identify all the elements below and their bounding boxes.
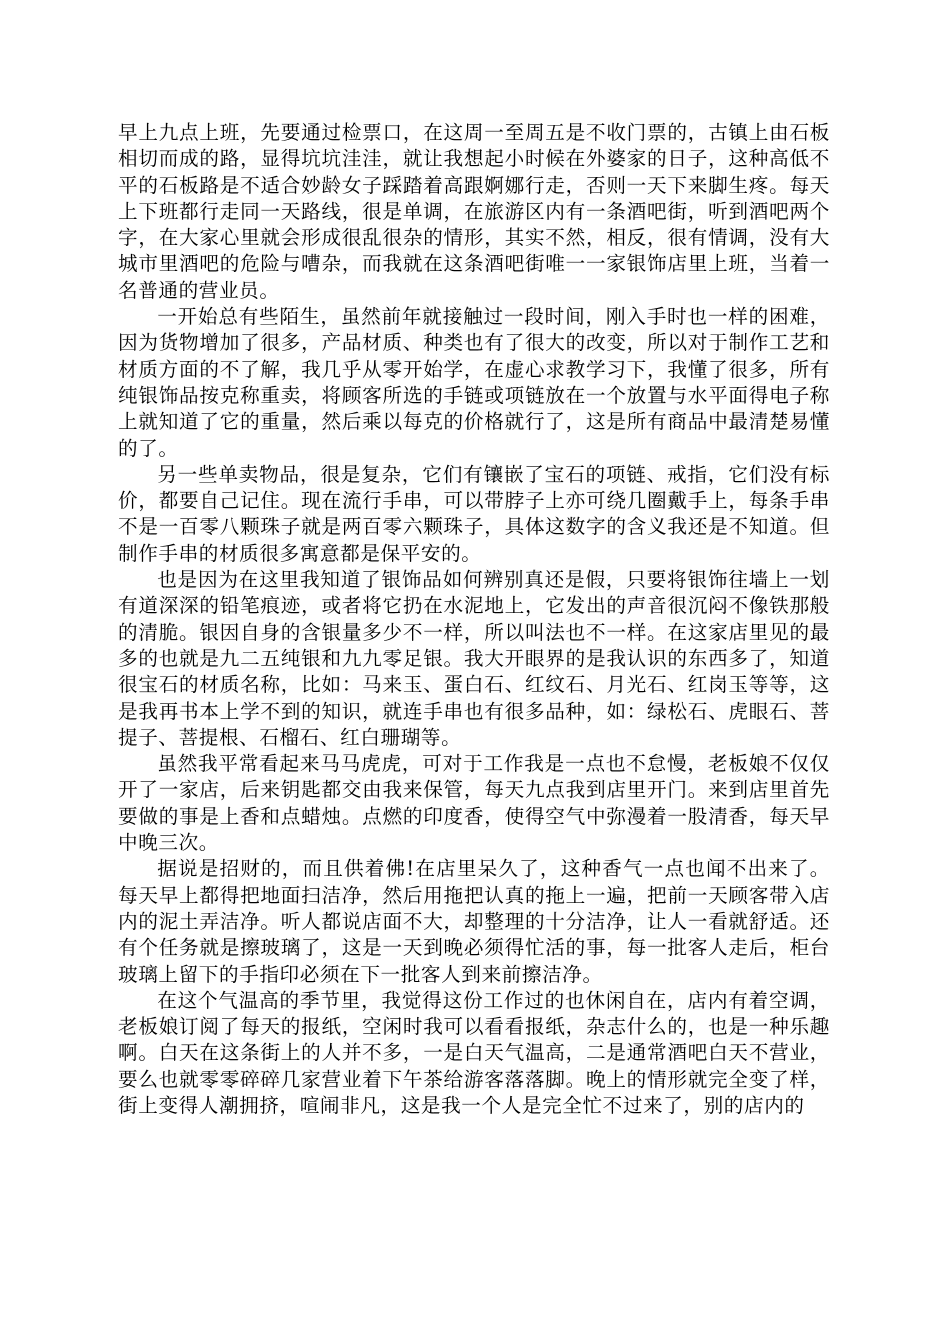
paragraph-5: 虽然我平常看起来马马虎虎，可对于工作我是一点也不怠慢，老板娘不仅仅开了一家店，后来钥匙都交由我来保管，每天九点我到店里开门。来到店里首先要做的事是上香和点蜡烛。点燃的印度香，使得空气中弥漫着一股清香，每天早中晚三次。: [118, 752, 830, 855]
paragraph-3: 另一些单卖物品，很是复杂，它们有镶嵌了宝石的项链、戒指，它们没有标价，都要自己记住。现在流行手串，可以带脖子上亦可绕几圈戴手上，每条手串不是一百零八颗珠子就是两百零六颗珠子，具体这数字的含义我还是不知道。但制作手串的材质很多寓意都是保平安的。: [118, 462, 830, 565]
paragraph-4: 也是因为在这里我知道了银饰品如何辨别真还是假，只要将银饰往墙上一划有道深深的铅笔痕迹，或者将它扔在水泥地上，它发出的声音很沉闷不像铁那般的清脆。银因自身的含银量多少不一样，所以叫法也不一样。在这家店里见的最多的也就是九二五纯银和九九零足银。我大开眼界的是我认识的东西多了，知道很宝石的材质名称，比如：马来玉、蛋白石、红纹石、月光石、红岗玉等等，这是我再书本上学不到的知识，就连手串也有很多品种，如：绿松石、虎眼石、菩提子、菩提根、石榴石、红白珊瑚等。: [118, 568, 830, 749]
paragraph-2: 一开始总有些陌生，虽然前年就接触过一段时间，刚入手时也一样的困难，因为货物增加了很多，产品材质、种类也有了很大的改变，所以对于制作工艺和材质方面的不了解，我几乎从零开始学，在虚心求教学习下，我懂了很多，所有纯银饰品按克称重卖，将顾客所选的手链或项链放在一个放置与水平面得电子称上就知道了它的重量，然后乘以每克的价格就行了，这是所有商品中最清楚易懂的了。: [118, 305, 830, 460]
paragraph-1: 早上九点上班，先要通过检票口，在这周一至周五是不收门票的，古镇上由石板相切而成的路，显得坑坑洼洼，就让我想起小时候在外婆家的日子，这种高低不平的石板路是不适合妙龄女子踩踏着高跟婀娜行走，否则一天下来脚生疼。每天上下班都行走同一天路线，很是单调，在旅游区内有一条酒吧街，听到酒吧两个字，在大家心里就会形成很乱很杂的情形，其实不然，相反，很有情调，没有大城市里酒吧的危险与嘈杂，而我就在这条酒吧街唯一一家银饰店里上班，当着一名普通的营业员。: [118, 121, 830, 302]
paragraph-6: 据说是招财的，而且供着佛!在店里呆久了，这种香气一点也闻不出来了。每天早上都得把地面扫洁净，然后用拖把认真的拖上一遍，把前一天顾客带入店内的泥土弄洁净。听人都说店面不大，却整理的十分洁净，让人一看就舒适。还有个任务就是擦玻璃了，这是一天到晚必须得忙活的事，每一批客人走后，柜台玻璃上留下的手指印必须在下一批客人到来前擦洁净。: [118, 857, 830, 986]
paragraph-7: 在这个气温高的季节里，我觉得这份工作过的也休闲自在，店内有着空调，老板娘订阅了每天的报纸，空闲时我可以看看报纸，杂志什么的，也是一种乐趣啊。白天在这条街上的人并不多，一是白天气温高，二是通常酒吧白天不营业，要么也就零零碎碎几家营业着下午茶给游客落落脚。晚上的情形就完全变了样，街上变得人潮拥挤，喧闹非凡，这是我一个人是完全忙不过来了，别的店内的: [118, 988, 830, 1117]
document-body: [118, 120, 830, 1119]
